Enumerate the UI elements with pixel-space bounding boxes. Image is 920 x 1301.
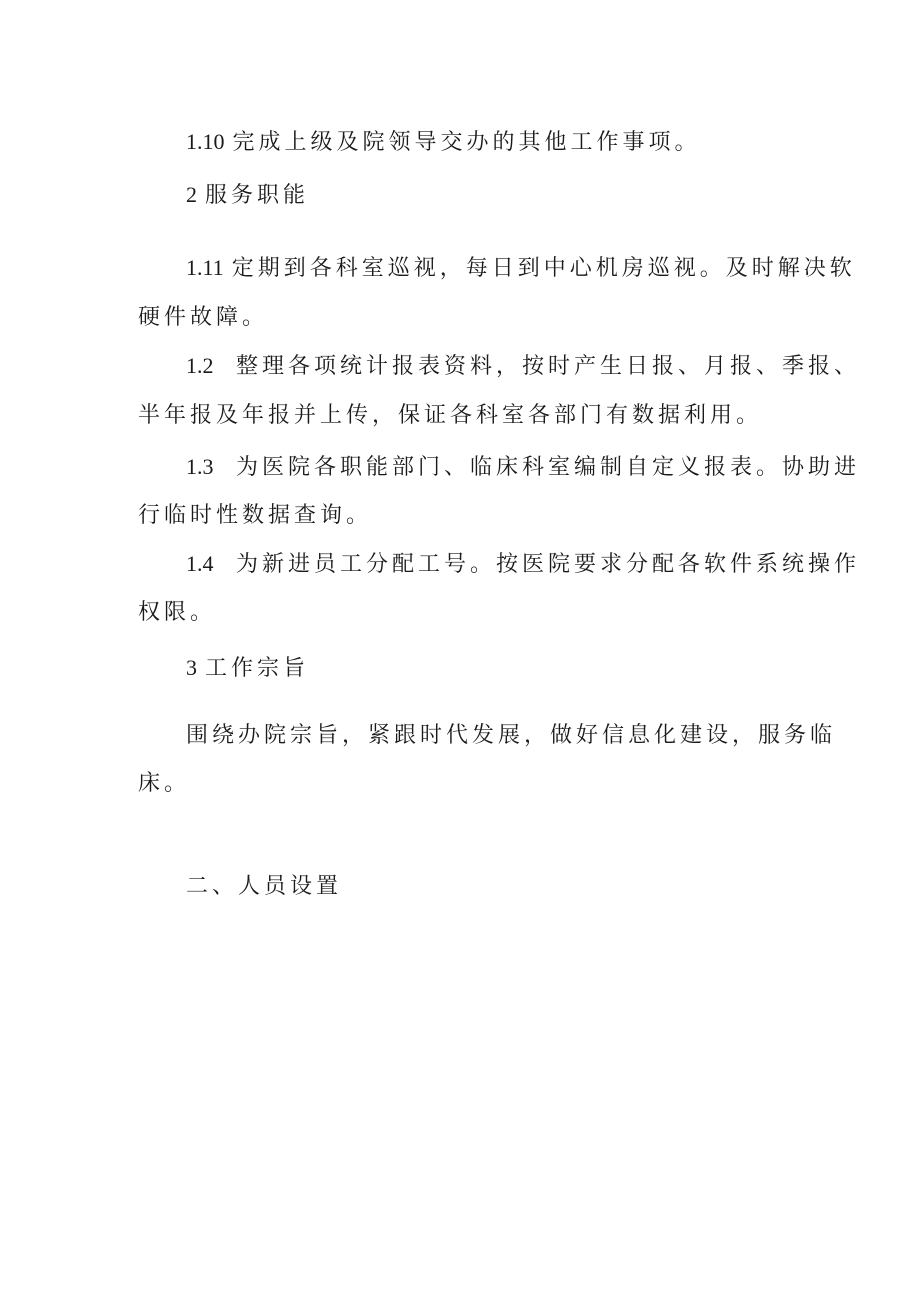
heading-work-purpose [186,655,309,682]
heading-text: 工作宗旨 [205,656,310,681]
heading-number: 3 [186,655,197,680]
item-number: 1.10 [186,129,225,154]
paragraph-1-10 [186,129,701,156]
paragraph-text: 整理各项统计报表资料，按时产生日报、月报、季报、 [236,354,861,379]
paragraph-1-11-line-1 [186,255,856,282]
paragraph-purpose-line-2: 床。 [138,771,191,796]
paragraph-text: 定期到各科室巡视，每日到中心机房巡视。及时解决软 [231,256,856,281]
paragraph-1-3-line-1 [186,454,860,481]
heading-service-functions [186,182,309,209]
paragraph-text: 完成上级及院领导交办的其他工作事项。 [232,130,701,155]
paragraph-1-2-line-2: 半年报及年报并上传，保证各科室各部门有数据利用。 [138,403,763,428]
paragraph-1-2-line-1 [186,353,860,380]
item-number: 1.4 [186,551,214,576]
heading-number: 2 [186,182,197,207]
paragraph-purpose-line-1: 围绕办院宗旨，紧跟时代发展，做好信息化建设，服务临 [186,723,837,748]
paragraph-text: 为新进员工分配工号。按医院要求分配各软件系统操作 [236,552,861,577]
item-number: 1.3 [186,454,214,479]
paragraph-1-3-line-2: 行临时性数据查询。 [138,503,373,528]
paragraph-1-11-line-2: 硬件故障。 [138,305,269,330]
paragraph-1-4-line-1 [186,551,860,578]
heading-text: 服务职能 [205,183,310,208]
paragraph-1-4-line-2: 权限。 [138,600,217,625]
item-number: 1.2 [186,353,214,378]
section-heading-staffing: 二、人员设置 [186,874,343,899]
paragraph-text: 为医院各职能部门、临床科室编制自定义报表。协助进 [236,455,861,480]
item-number: 1.11 [186,255,224,280]
